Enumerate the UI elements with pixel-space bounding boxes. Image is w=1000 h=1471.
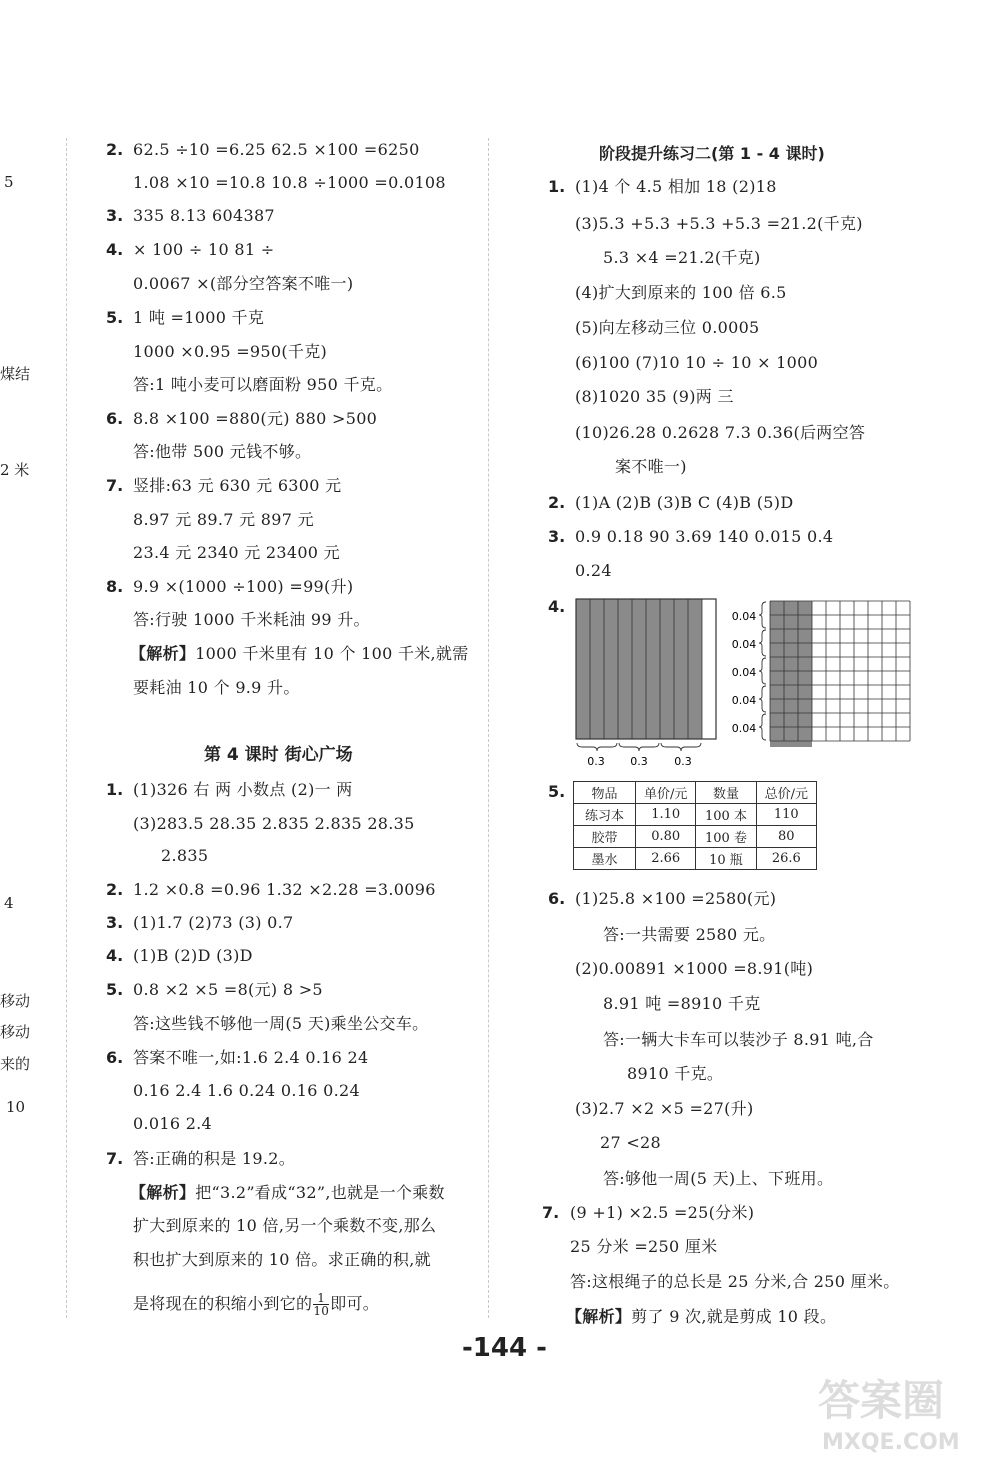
- answer-line: (1)1.7 (2)73 (3) 0.7: [133, 913, 294, 932]
- shaded-column: [590, 599, 604, 739]
- table-header-cell: 数量: [696, 782, 756, 804]
- brace: [577, 743, 617, 751]
- question-number: 2.: [106, 140, 124, 159]
- answer-line: 8910 千克。: [627, 1064, 724, 1083]
- left-fragment: 4: [4, 894, 14, 912]
- answer-line: × 100 ÷ 10 81 ÷: [133, 240, 275, 259]
- question-number: 2.: [106, 880, 124, 899]
- analysis-line: [130, 1183, 445, 1203]
- answer-line: 1000 ×0.95 =950(千克): [133, 342, 328, 361]
- answer-line: (1)4 个 4.5 相加 18 (2)18: [575, 177, 777, 196]
- answer-line: 2.835: [161, 846, 209, 865]
- answer-line: (8)1020 35 (9)两 三: [575, 387, 734, 406]
- shaded-block: [770, 601, 812, 747]
- question-number: 2.: [548, 493, 566, 512]
- answer-line: 答:一辆大卡车可以装沙子 8.91 吨,合: [603, 1030, 874, 1049]
- shaded-cells: [770, 601, 812, 747]
- left-fragment: 煤结: [0, 365, 31, 383]
- fraction-denominator: 10: [313, 1304, 330, 1318]
- table-header-cell: 单价/元: [635, 782, 695, 804]
- answer-line: 0.016 2.4: [133, 1114, 213, 1133]
- answer-line: (1)326 右 两 小数点 (2)一 两: [133, 780, 353, 799]
- answer-line: 1.2 ×0.8 =0.96 1.32 ×2.28 =3.0096: [133, 880, 436, 899]
- shaded-column: [576, 599, 590, 739]
- decimal-grid-cells: [728, 595, 920, 747]
- shaded-column: [632, 599, 646, 739]
- question-number: 4.: [548, 597, 566, 616]
- question-number: 3.: [106, 206, 124, 225]
- answer-line: (9 +1) ×2.5 =25(分米): [570, 1203, 755, 1222]
- watermark-logo: 答案圈: [818, 1376, 945, 1425]
- table-cell: 胶带: [574, 826, 636, 848]
- question-number: 6.: [106, 409, 124, 428]
- analysis-tag: 【解析】: [130, 644, 196, 663]
- section-title: 阶段提升练习二(第 1 - 4 课时): [599, 144, 825, 163]
- table-header-cell: 物品: [574, 782, 636, 804]
- shaded-column: [646, 599, 660, 739]
- answer-line: (10)26.28 0.2628 7.3 0.36(后两空答: [575, 423, 866, 442]
- shaded-column: [688, 599, 702, 739]
- question-number: 3.: [106, 913, 124, 932]
- answer-line: 要耗油 10 个 9.9 升。: [133, 678, 300, 697]
- shaded-column: [674, 599, 688, 739]
- answer-line: 0.9 0.18 90 3.69 140 0.015 0.4: [575, 527, 834, 546]
- table-row: [574, 848, 817, 870]
- question-number: 1.: [548, 177, 566, 196]
- answer-line: (3)283.5 28.35 2.835 2.835 28.35: [133, 814, 415, 833]
- shaded-columns: [576, 599, 702, 739]
- table-cell: 26.6: [756, 848, 816, 870]
- answer-line: 8.8 ×100 =880(元) 880 >500: [133, 409, 378, 428]
- brace: [661, 743, 701, 751]
- watermark-url: MXQE.COM: [822, 1430, 960, 1455]
- answer-line: 8.91 吨 =8910 千克: [603, 994, 761, 1013]
- answer-text: 1000 千米里有 10 个 100 千米,就需: [195, 644, 469, 663]
- table-cell: 练习本: [574, 804, 636, 826]
- column-separator: [66, 138, 67, 1318]
- brace-label: 0.3: [674, 755, 692, 768]
- answer-text: 剪了 9 次,就是剪成 10 段。: [631, 1307, 837, 1326]
- question-number: 5.: [106, 308, 124, 327]
- question-number: 7.: [106, 476, 124, 495]
- answer-line: (1)25.8 ×100 =2580(元): [575, 889, 777, 908]
- answer-line: 25 分米 =250 厘米: [570, 1237, 718, 1256]
- answer-line: (3)2.7 ×2 ×5 =27(升): [575, 1099, 754, 1118]
- analysis-tag: 【解析】: [566, 1307, 632, 1326]
- brace-label: 0.04: [731, 666, 757, 679]
- table-cell: 100 本: [696, 804, 756, 826]
- question-number: 4.: [106, 240, 124, 259]
- question-number: 5.: [548, 782, 566, 801]
- answer-line: (1)A (2)B (3)B C (4)B (5)D: [575, 493, 794, 512]
- price-table: [573, 781, 817, 870]
- answer-line: 1 吨 =1000 千克: [133, 308, 265, 327]
- answer-line: 0.0067 ×(部分空答案不唯一): [133, 274, 354, 293]
- decimal-grid-columns: [570, 595, 730, 771]
- brace: [759, 714, 766, 740]
- answer-line: 答:够他一周(5 天)上、下班用。: [603, 1169, 834, 1188]
- table-row: [574, 826, 817, 848]
- answer-line: 答:他带 500 元钱不够。: [133, 442, 312, 461]
- answer-line: 扩大到原来的 10 倍,另一个乘数不变,那么: [133, 1216, 437, 1235]
- answer-line: (5)向左移动三位 0.0005: [575, 318, 760, 337]
- answer-text: 即可。: [330, 1294, 380, 1313]
- answer-line: 0.16 2.4 1.6 0.24 0.16 0.24: [133, 1081, 360, 1100]
- left-fragment: 10: [6, 1098, 26, 1116]
- fraction-numerator: 1: [317, 1291, 326, 1305]
- question-number: 3.: [548, 527, 566, 546]
- brace-label: 0.3: [630, 755, 648, 768]
- table-row: [574, 804, 817, 826]
- question-number: 5.: [106, 980, 124, 999]
- answer-line: (4)扩大到原来的 100 倍 6.5: [575, 283, 787, 302]
- answer-line: (2)0.00891 ×1000 =8.91(吨): [575, 959, 814, 978]
- question-number: 6.: [106, 1048, 124, 1067]
- analysis-tag: 【解析】: [130, 1183, 196, 1202]
- question-number: 7.: [106, 1149, 124, 1168]
- answer-line: 答:1 吨小麦可以磨面粉 950 千克。: [133, 375, 393, 394]
- brace: [759, 630, 766, 656]
- table-cell: 0.80: [635, 826, 695, 848]
- brace-label: 0.04: [731, 694, 757, 707]
- table-cell: 2.66: [635, 848, 695, 870]
- answer-text: 是将现在的积缩小到它的: [133, 1294, 313, 1313]
- analysis-line: [130, 644, 469, 664]
- answer-line: 案不唯一): [615, 457, 687, 476]
- brace-label: 0.04: [731, 722, 757, 735]
- table-cell: 110: [756, 804, 816, 826]
- shaded-column: [660, 599, 674, 739]
- table-cell: 1.10: [635, 804, 695, 826]
- answer-line: [133, 1292, 379, 1317]
- answer-line: 23.4 元 2340 元 23400 元: [133, 543, 340, 562]
- question-number: 8.: [106, 577, 124, 596]
- shaded-column: [604, 599, 618, 739]
- answer-line: 答:一共需要 2580 元。: [603, 925, 776, 944]
- answer-text: 把“3.2”看成“32”,也就是一个乘数: [195, 1183, 445, 1202]
- brace-label: 0.3: [587, 755, 605, 768]
- page-number: -144 -: [462, 1333, 547, 1363]
- answer-line: 27 <28: [600, 1133, 662, 1152]
- left-fragment: 5: [4, 173, 14, 191]
- brace: [759, 658, 766, 684]
- answer-line: 0.8 ×2 ×5 =8(元) 8 >5: [133, 980, 323, 999]
- answer-line: 答:这根绳子的总长是 25 分米,合 250 厘米。: [570, 1272, 900, 1291]
- left-fragment: 来的: [0, 1055, 31, 1073]
- column-braces: [577, 743, 701, 751]
- question-number: 1.: [106, 780, 124, 799]
- question-number: 4.: [106, 946, 124, 965]
- answer-line: 答案不唯一,如:1.6 2.4 0.16 24: [133, 1048, 369, 1067]
- answer-line: 0.24: [575, 561, 612, 580]
- answer-line: 9.9 ×(1000 ÷100) =99(升): [133, 577, 354, 596]
- brace: [759, 602, 766, 628]
- lesson-title: 第 4 课时 街心广场: [204, 745, 353, 765]
- left-fragment: 2 米: [0, 461, 30, 479]
- shaded-column: [618, 599, 632, 739]
- analysis-line: [566, 1307, 836, 1327]
- answer-line: 5.3 ×4 =21.2(千克): [603, 248, 761, 267]
- answer-line: 335 8.13 604387: [133, 206, 275, 225]
- brace: [619, 743, 659, 751]
- table-header-cell: 总价/元: [756, 782, 816, 804]
- answer-line: 竖排:63 元 630 元 6300 元: [133, 476, 342, 495]
- answer-line: (6)100 (7)10 10 ÷ 10 × 1000: [575, 353, 819, 372]
- brace-label: 0.04: [731, 638, 757, 651]
- column-separator: [488, 138, 489, 1318]
- answer-line: 积也扩大到原来的 10 倍。求正确的积,就: [133, 1250, 431, 1269]
- answer-line: 答:正确的积是 19.2。: [133, 1149, 296, 1168]
- table-header-row: [574, 782, 817, 804]
- answer-line: 答:这些钱不够他一周(5 天)乘坐公交车。: [133, 1014, 429, 1033]
- question-number: 7.: [542, 1203, 560, 1222]
- answer-line: 62.5 ÷10 =6.25 62.5 ×100 =6250: [133, 140, 420, 159]
- answer-line: 1.08 ×10 =10.8 10.8 ÷1000 =0.0108: [133, 173, 446, 192]
- table-cell: 墨水: [574, 848, 636, 870]
- table-cell: 10 瓶: [696, 848, 756, 870]
- left-fragment: 移动: [0, 992, 31, 1010]
- answer-line: (1)B (2)D (3)D: [133, 946, 253, 965]
- answer-line: (3)5.3 +5.3 +5.3 +5.3 =21.2(千克): [575, 214, 863, 233]
- table-cell: 80: [756, 826, 816, 848]
- brace-label: 0.04: [731, 610, 757, 623]
- left-fragment: 移动: [0, 1023, 31, 1041]
- row-braces: [759, 602, 766, 740]
- answer-line: 8.97 元 89.7 元 897 元: [133, 510, 314, 529]
- brace: [759, 686, 766, 712]
- fraction: [313, 1292, 329, 1317]
- table-cell: 100 卷: [696, 826, 756, 848]
- question-number: 6.: [548, 889, 566, 908]
- answer-line: 答:行驶 1000 千米耗油 99 升。: [133, 610, 370, 629]
